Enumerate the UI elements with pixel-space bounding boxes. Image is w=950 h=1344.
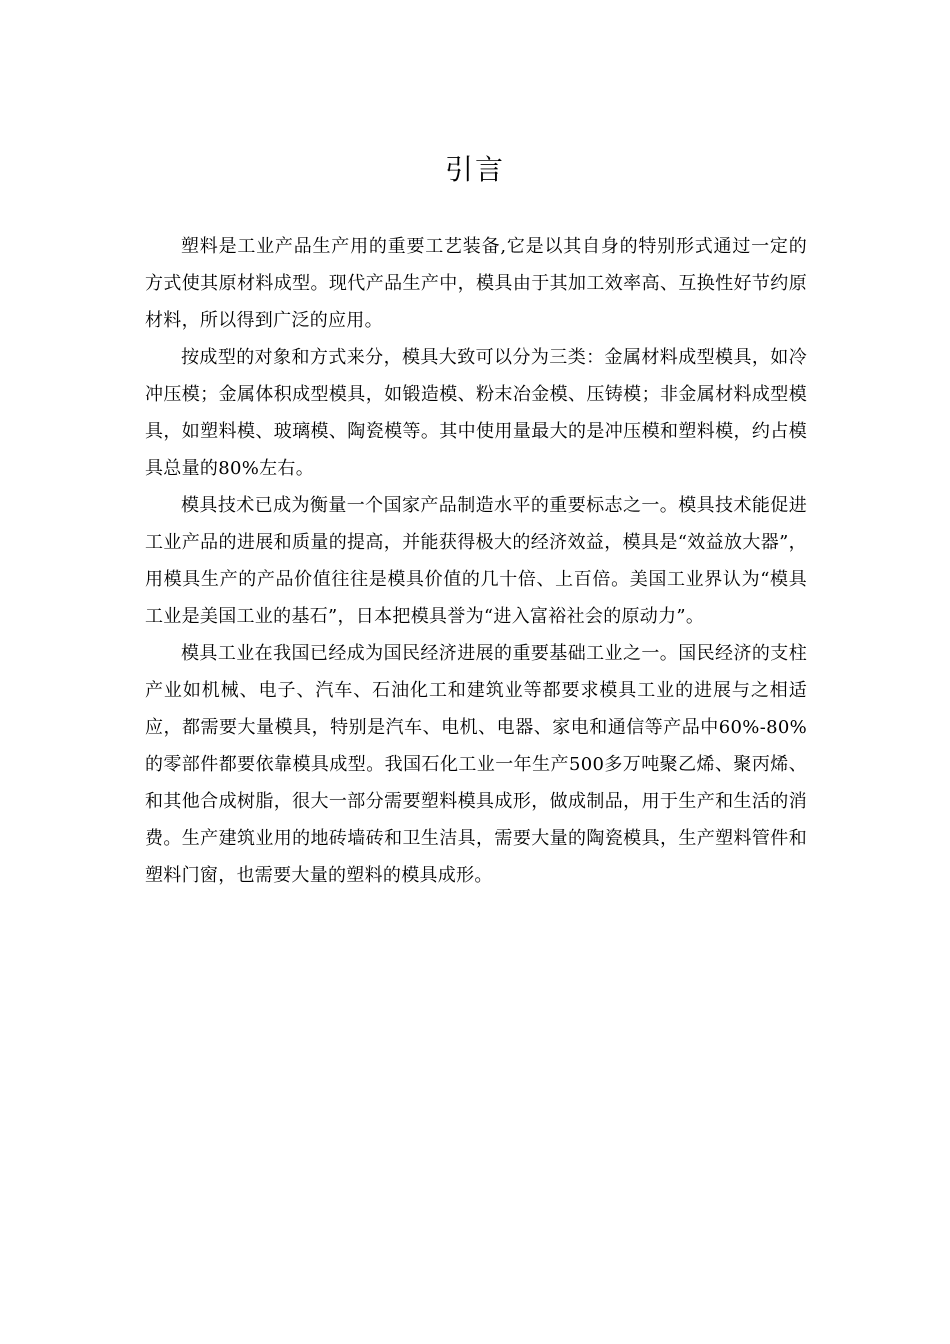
body-text [145, 228, 807, 894]
paragraph-1: 塑料是工业产品生产用的重要工艺装备,它是以其自身的特别形式通过一定的方式使其原材料成型。现代产品生产中，模具由于其加工效率高、互换性好节约原材料，所以得到广泛的应用。 [145, 236, 807, 331]
paragraph-4: 模具工业在我国已经成为国民经济进展的重要基础工业之一。国民经济的支柱产业如机械、电子、汽车、石油化工和建筑业等都要求模具工业的进展与之相适应，都需要大量模具，特别是汽车、电机、电器、家电和通信等产品中60%-80%的零部件都要依靠模具成型。我国石化工业一年生产500多万吨聚乙烯、聚丙烯、和其他合成树脂，很大一部分需要塑料模具成形，做成制品，用于生产和生活的消费。生产建筑业用的地砖墙砖和卫生洁具，需要大量的陶瓷模具，生产塑料管件和塑料门窗，也需要大量的塑料的模具成形。 [145, 643, 807, 886]
paragraph-2: 按成型的对象和方式来分，模具大致可以分为三类：金属材料成型模具，如冷冲压模；金属体积成型模具，如锻造模、粉末冶金模、压铸模；非金属材料成型模具，如塑料模、玻璃模、陶瓷模等。其中使用量最大的是冲压模和塑料模，约占模具总量的80%左右。 [145, 347, 807, 479]
paragraph-3: 模具技术已成为衡量一个国家产品制造水平的重要标志之一。模具技术能促进工业产品的进展和质量的提高，并能获得极大的经济效益，模具是“效益放大器”，用模具生产的产品价值往往是模具价值的几十倍、上百倍。美国工业界认为“模具工业是美国工业的基石”，日本把模具誉为“进入富裕社会的原动力”。 [145, 495, 807, 627]
page-title: 引言 [444, 153, 505, 186]
